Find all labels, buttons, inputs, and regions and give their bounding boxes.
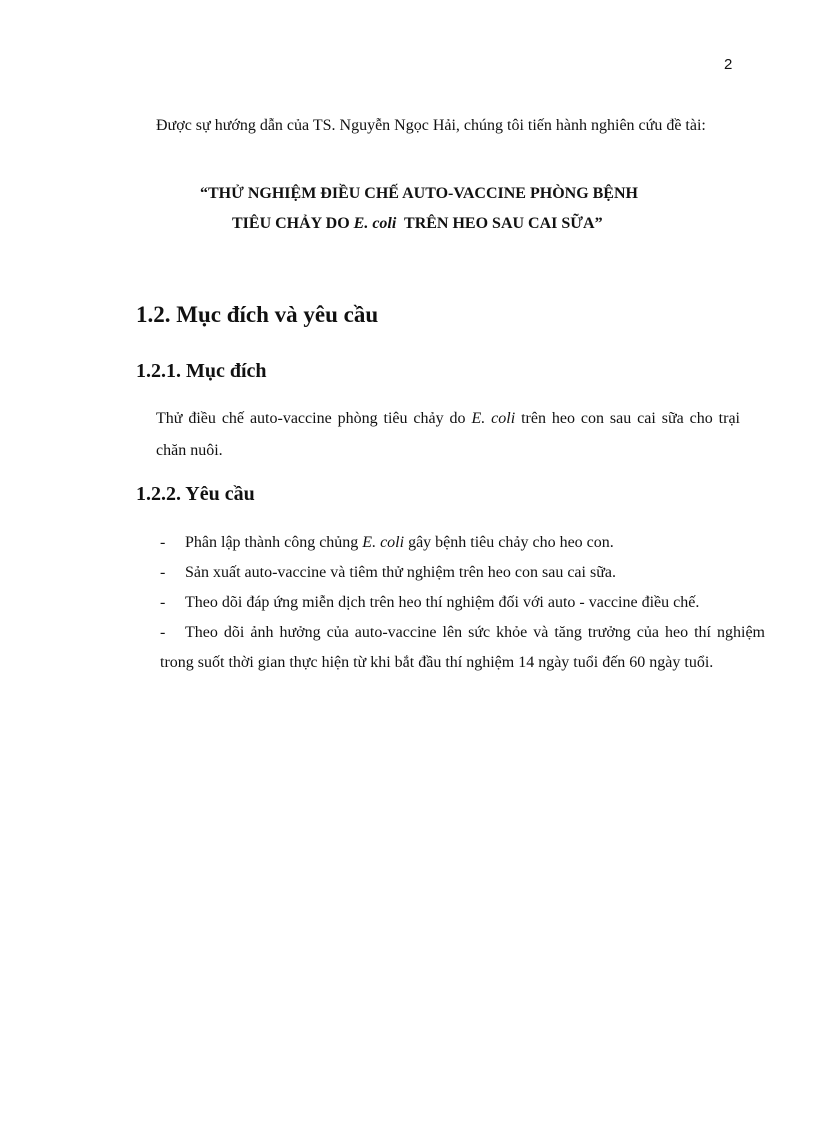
requirement-item-2 bbox=[160, 558, 740, 588]
title-line-2 bbox=[232, 215, 603, 233]
requirement-1-end: gây bệnh tiêu chảy cho heo con. bbox=[404, 534, 614, 551]
requirement-1-ecoli: E. coli bbox=[362, 534, 405, 551]
requirement-text-1 bbox=[185, 528, 740, 558]
requirement-item-3 bbox=[160, 588, 740, 618]
purpose-text-start: Thử điều chế auto-vaccine phòng tiêu chảy do bbox=[156, 410, 472, 427]
list-dash: - bbox=[160, 624, 166, 641]
title-ecoli: E. coli bbox=[353, 215, 397, 232]
title-line-2-end: TRÊN HEO SAU CAI SỮA” bbox=[396, 215, 603, 232]
intro-text: Được sự hướng dẫn của TS. Nguyễn Ngọc Hải, chúng tôi tiến hành nghiên cứu đề tài: bbox=[156, 117, 706, 134]
purpose-heading: 1.2.1. Mục đích bbox=[136, 360, 267, 382]
section-heading: 1.2. Mục đích và yêu cầu bbox=[136, 302, 379, 327]
purpose-text-end: trên heo con sau cai sữa cho trại chăn nuôi. bbox=[156, 410, 741, 459]
requirement-item-4 bbox=[160, 618, 765, 678]
intro-paragraph bbox=[136, 110, 740, 142]
requirement-text-3-wrap bbox=[185, 588, 790, 618]
requirement-item-1 bbox=[160, 528, 740, 558]
list-dash: - bbox=[160, 564, 166, 581]
list-dash: - bbox=[160, 534, 166, 551]
list-dash: - bbox=[160, 594, 166, 611]
purpose-paragraph bbox=[136, 403, 740, 467]
title-line-1: “THỬ NGHIỆM ĐIỀU CHẾ AUTO-VACCINE PHÒNG BỆNH bbox=[200, 185, 638, 202]
title-line-2-start: TIÊU CHẢY DO bbox=[232, 215, 354, 232]
requirement-1-start: Phân lập thành công chủng bbox=[185, 534, 363, 551]
page-number: 2 bbox=[724, 56, 733, 73]
requirement-text-3: Theo dõi đáp ứng miễn dịch trên heo thí nghiệm đối với auto - vaccine điều chế. bbox=[185, 594, 700, 611]
requirement-text-2: Sản xuất auto-vaccine và tiêm thử nghiệm trên heo con sau cai sữa. bbox=[185, 564, 616, 581]
requirements-list bbox=[160, 528, 765, 678]
requirements-heading: 1.2.2. Yêu cầu bbox=[136, 483, 255, 505]
purpose-ecoli: E. coli bbox=[471, 410, 516, 427]
requirement-text-4: Theo dõi ảnh hưởng của auto-vaccine lên sức khỏe và tăng trưởng của heo thí nghiệm trong suốt thời gian thực hiện từ khi bắt đầu thí nghiệm 14 ngày tuổi đến 60 ngày tuổi. bbox=[160, 624, 765, 671]
requirement-text-4-wrap bbox=[160, 618, 790, 678]
purpose-text bbox=[136, 403, 740, 467]
